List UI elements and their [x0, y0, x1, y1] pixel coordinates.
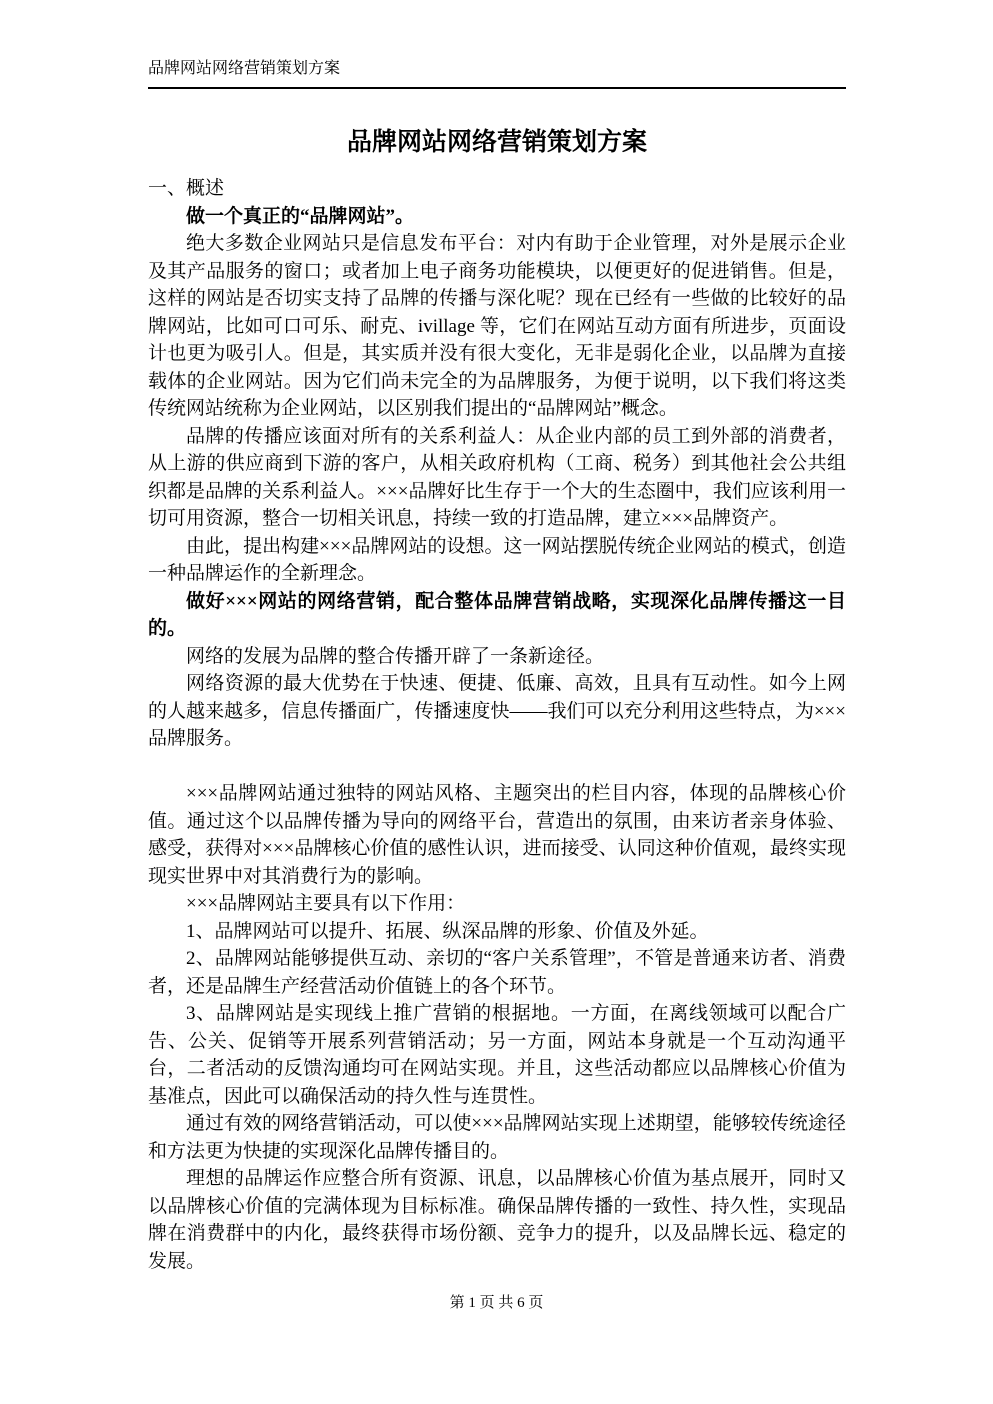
paragraph: 做一个真正的“品牌网站”。 [186, 205, 415, 227]
paragraph: 绝大多数企业网站只是信息发布平台：对内有助于企业管理，对外是展示企业及其产品服务的窗口；或者加上电子商务功能模块，以便更好的促进销售。但是，这样的网站是否切实支持了品牌的传播与深化呢？现在已经有一些做的比较好的品牌网站，比如可口可乐、耐克、ivillage 等，它们在网站互动方面有所进步，页面设计也更为吸引人。但是，其实质并没有很大变化，无非是弱化企业，以品牌为直接载体的企业网站。因为它们尚未完全的为品牌服务，为便于说明，以下我们将这类传统网站统称为企业网站，以区别我们提出的“品牌网站”概念。 [148, 233, 846, 419]
paragraph: ×××品牌网站主要具有以下作用： [186, 893, 466, 914]
paragraph: 通过有效的网络营销活动，可以使×××品牌网站实现上述期望，能够较传统途径和方法更为快捷的实现深化品牌传播目的。 [148, 1113, 846, 1162]
paragraph: 网络的发展为品牌的整合传播开辟了一条新途径。 [186, 645, 605, 667]
page-title: 品牌网站网络营销策划方案 [346, 129, 647, 156]
paragraph: 2、品牌网站能够提供互动、亲切的“客户关系管理”，不管是普通来访者、消费者，还是品牌生产经营活动价值链上的各个环节。 [148, 948, 846, 997]
paragraph: 由此，提出构建×××品牌网站的设想。这一网站摆脱传统企业网站的模式，创造一种品牌运作的全新理念。 [148, 535, 846, 584]
page-footer [0, 1292, 993, 1314]
paragraph: 网络资源的最大优势在于快速、便捷、低廉、高效，且具有互动性。如今上网的人越来越多，信息传播面广，传播速度快——我们可以充分利用这些特点，为×××品牌服务。 [148, 673, 846, 749]
paragraph: 3、品牌网站是实现线上推广营销的根据地。一方面，在离线领域可以配合广告、公关、促销等开展系列营销活动；另一方面，网站本身就是一个互动沟通平台，二者活动的反馈沟通均可在网站实现。并且，这些活动都应以品牌核心价值为基准点，因此可以确保活动的持久性与连贯性。 [148, 1003, 846, 1107]
document-body [148, 175, 846, 1275]
paragraph: 1、品牌网站可以提升、拓展、纵深品牌的形象、价值及外延。 [186, 920, 709, 942]
blank-line [148, 753, 846, 781]
paragraph: 理想的品牌运作应整合所有资源、讯息，以品牌核心价值为基点展开，同时又以品牌核心价值的完满体现为目标标准。确保品牌传播的一致性、持久性，实现品牌在消费群中的内化，最终获得市场份额、竞争力的提升，以及品牌长远、稳定的发展。 [148, 1168, 846, 1272]
paragraph: 品牌的传播应该面对所有的关系利益人：从企业内部的员工到外部的消费者，从上游的供应商到下游的客户，从相关政府机构（工商、税务）到其他社会公共组织都是品牌的关系利益人。×××品牌好比生存于一个大的生态圈中，我们应该利用一切可用资源，整合一切相关讯息，持续一致的打造品牌，建立×××品牌资产。 [148, 425, 846, 529]
header-title: 品牌网站网络营销策划方案 [148, 60, 341, 77]
paragraph: ×××品牌网站通过独特的网站风格、主题突出的栏目内容，体现的品牌核心价值。通过这个以品牌传播为导向的网络平台，营造出的氛围，由来访者亲身体验、感受，获得对×××品牌核心价值的感性认识，进而接受、认同这种价值观，最终实现现实世界中对其消费行为的影响。 [148, 783, 846, 887]
paragraph: 一、概述 [148, 178, 225, 199]
page-number: 第 1 页 共 6 页 [449, 1295, 544, 1311]
paragraph: 做好×××网站的网络营销，配合整体品牌营销战略，实现深化品牌传播这一目的。 [148, 590, 846, 639]
page-header [148, 58, 846, 89]
